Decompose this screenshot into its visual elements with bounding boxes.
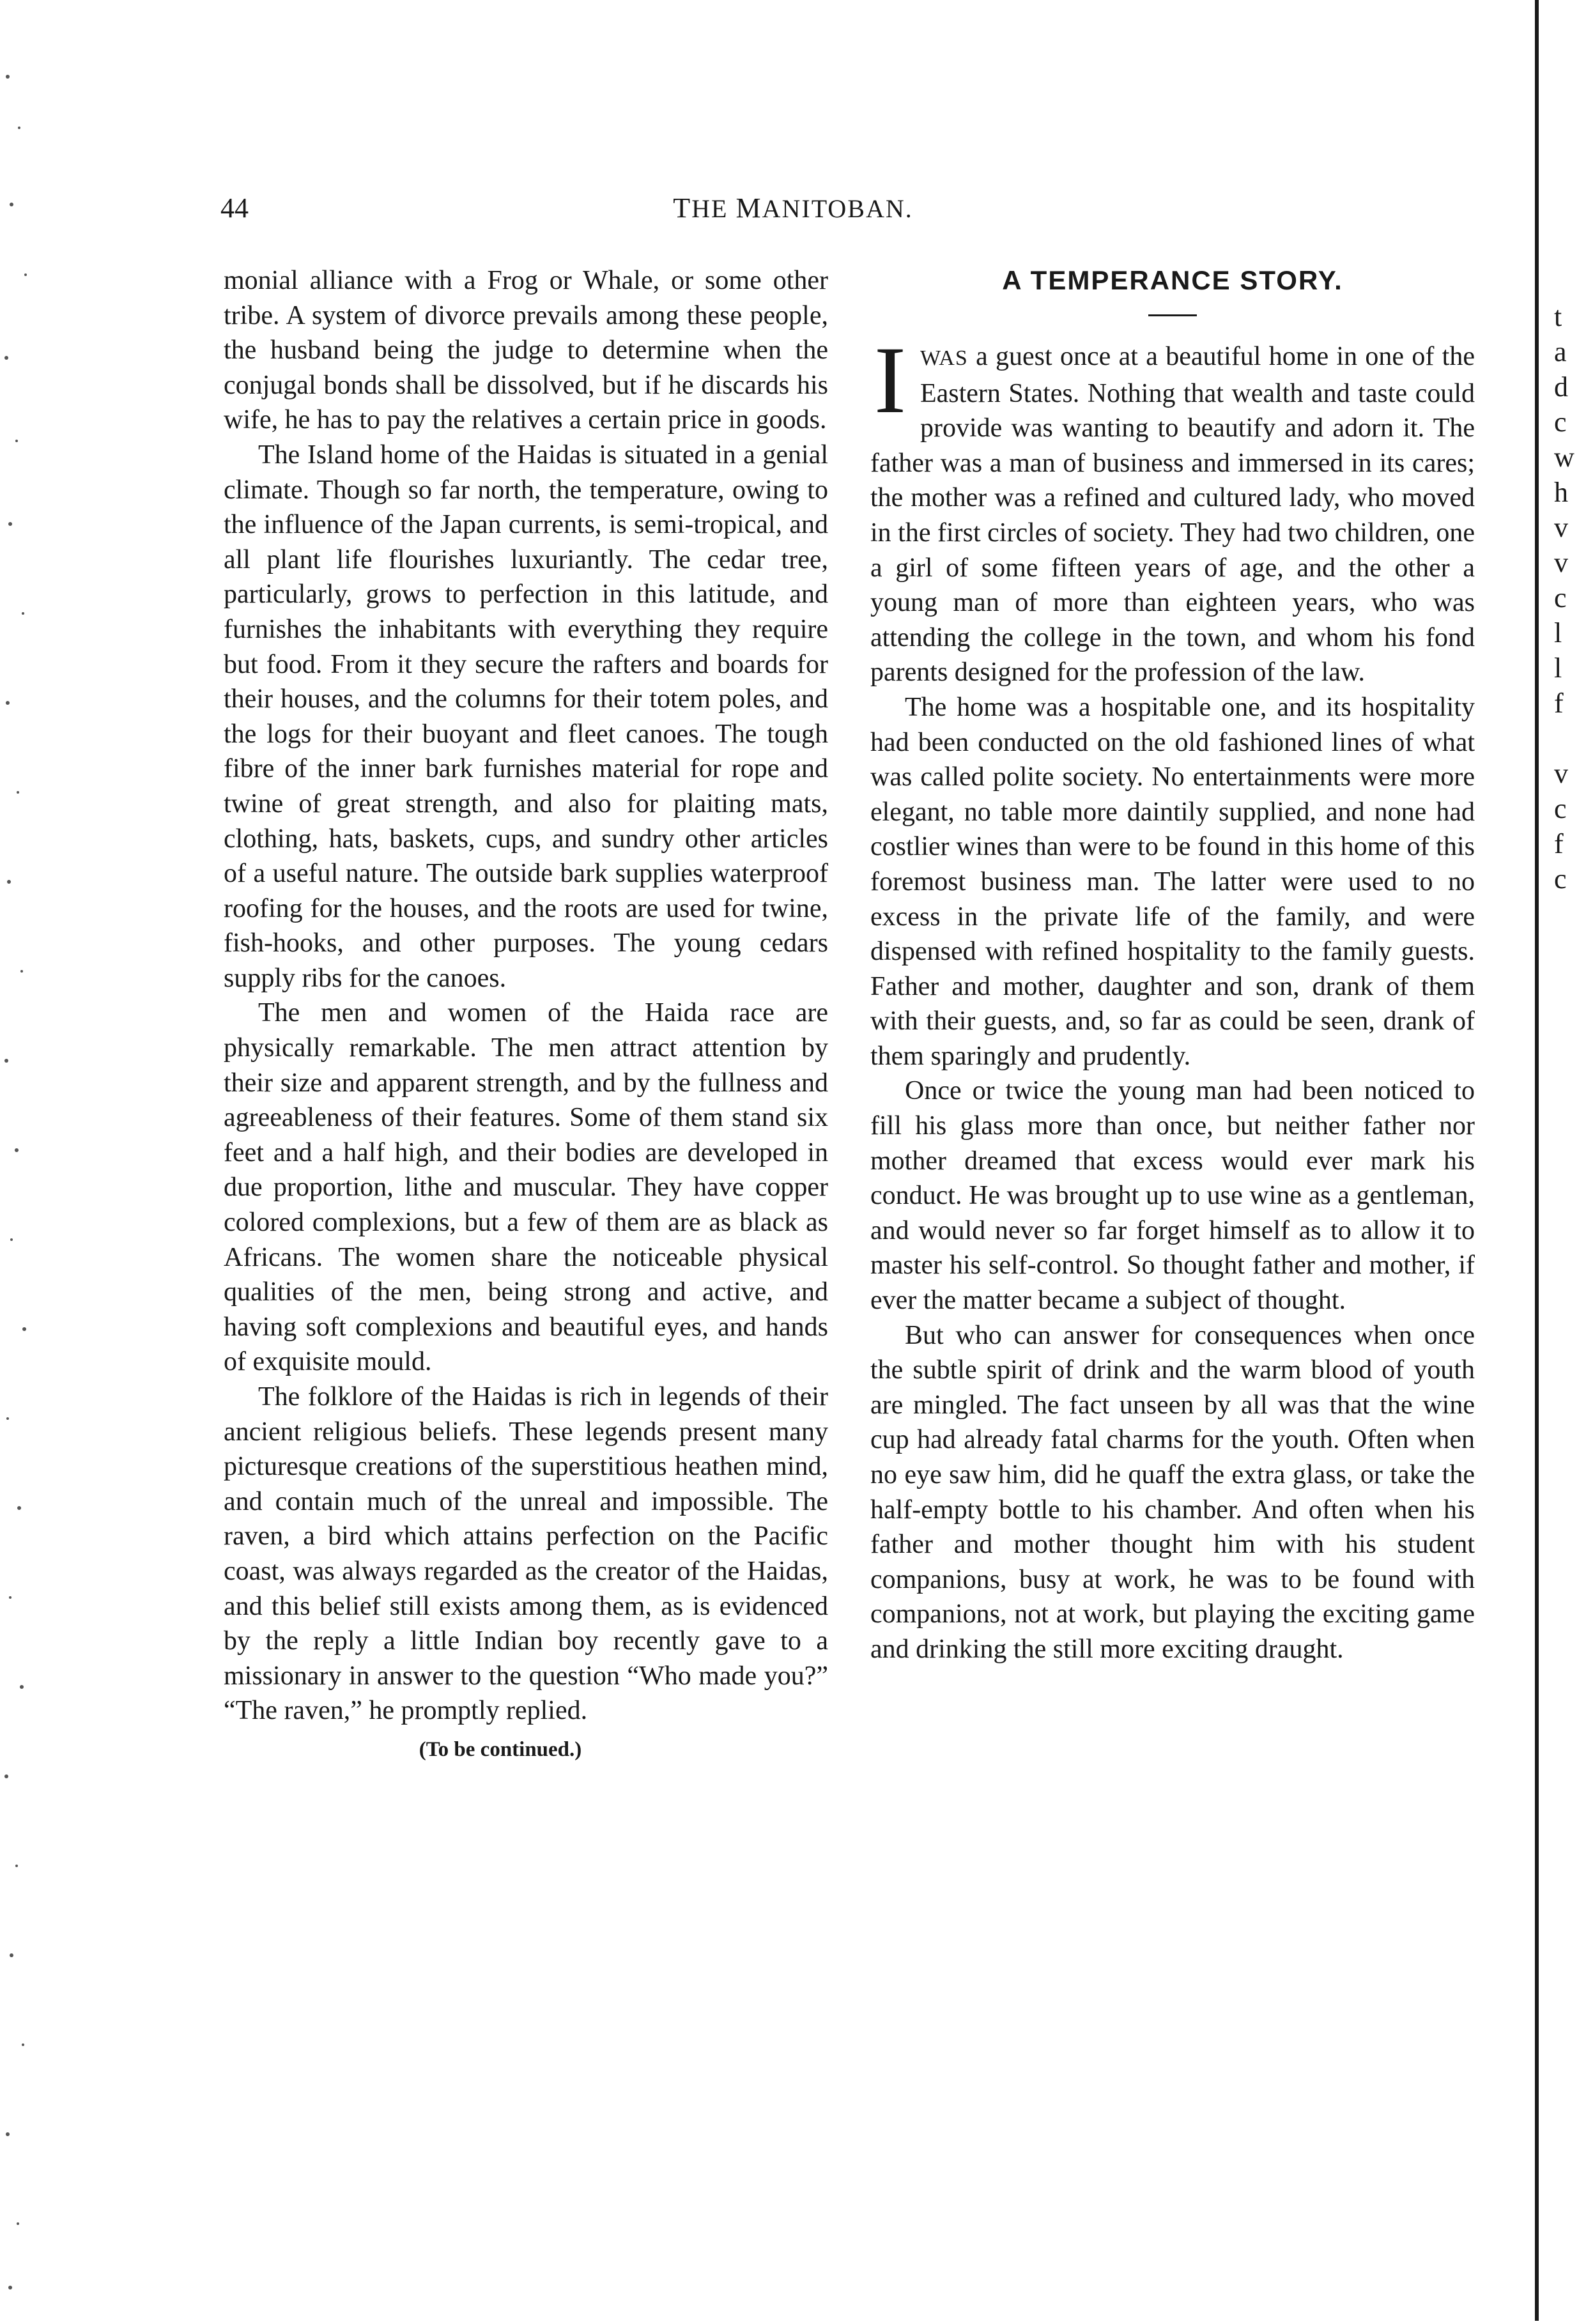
- edge-letter: c: [1554, 863, 1567, 895]
- opening-text: a guest once at a beautiful home in one of the Eastern States. Nothing that wealth and taste could provide was wanting to beautify and adorn it. The father was a man of business and immersed in its cares; the mother was a refined and cultured lady, who moved in the first circles of society. They had two children, one a girl of some fifteen years of age, and the other a young man of more than eighteen years, who was attending the college in the town, and whom his fond parents designed for the profession of the law.: [870, 342, 1475, 688]
- right-paragraph: The home was a hospitable one, and its hospitality had been conducted on the old fashioned lines of what was called polite society. No entertainments were more elegant, no table more daintily supplied, and none had costlier wines than were to be found in this home of this foremost business man. The latter were used to no excess in the private life of the family, and were dispensed with refined hospitality to the family guests. Father and mother, daughter and son, drank of them with their guests, and, so far as could be seen, drank of them sparingly and prudently.: [870, 692, 1475, 1071]
- drop-cap: I: [874, 327, 906, 433]
- page-number: 44: [220, 192, 249, 224]
- edge-letter: d: [1554, 371, 1568, 403]
- edge-letter: v: [1554, 547, 1568, 578]
- continued-note: (To be continued.): [419, 1737, 582, 1761]
- edge-letter: t: [1554, 301, 1562, 332]
- edge-letter: c: [1554, 582, 1567, 613]
- edge-letter: w: [1554, 442, 1574, 473]
- margin-specks: [0, 0, 45, 2321]
- left-paragraph: monial alliance with a Frog or Whale, or some other tribe. A system of divorce prevails among these people, the husband being the judge to determine when the conjugal bonds shall be dissolved, but if he discards his wife, he has to pay the relatives a certain price in goods.: [224, 266, 828, 435]
- running-title-m: M: [735, 192, 762, 224]
- edge-letter: c: [1554, 793, 1567, 824]
- edge-letter: f: [1554, 688, 1564, 719]
- edge-letter: f: [1554, 828, 1564, 859]
- running-title-he: HE: [691, 194, 736, 223]
- opening-paragraph: [870, 327, 1475, 690]
- edge-letter: a: [1554, 336, 1567, 367]
- article-title: A TEMPERANCE STORY.: [1002, 265, 1343, 295]
- edge-letter: l: [1554, 617, 1562, 649]
- edge-letter: h: [1554, 477, 1568, 508]
- left-paragraph: The men and women of the Haida race are physically remarkable. The men attract attention by their size and apparent strength, and by the fullness and agreeableness of their features. Some of them stand six feet and a half high, and their bodies are developed in due proportion, lithe and muscular. They have copper colored complexions, but a few of them are as black as Africans. The women share the noticeable physical qualities of the men, being strong and active, and having soft complexions and beautiful eyes, and hands of exquisite mould.: [224, 998, 828, 1377]
- next-page-edge: [1509, 0, 1586, 2321]
- page-edge-line: [1535, 0, 1539, 2321]
- right-paragraph: Once or twice the young man had been noticed to fill his glass more than once, but neither father nor mother dreamed that excess would ever mark his conduct. He was brought up to use wine as a gentleman, and would never so far forget himself as to allow it to master his self-control. So thought father and mother, if ever the matter became a subject of thought.: [870, 1076, 1475, 1316]
- opening-smallcaps: WAS: [920, 346, 968, 370]
- running-title-t: T: [673, 192, 692, 224]
- edge-letter: l: [1554, 652, 1562, 684]
- left-paragraph: The folklore of the Haidas is rich in legends of their ancient religious beliefs. These legends present many picturesque creations of the superstitious heathen mind, and contain much of the unreal and impossible. The raven, a bird which attains perfection on the Pacific coast, was always regarded as the creator of the Haidas, and this belief still exists among them, as is evidenced by the reply a little Indian boy recently gave to a missionary in answer to the question “Who made you?” “The raven,” he promptly replied.: [224, 1382, 828, 1726]
- running-title-anitoban: ANITOBAN.: [762, 194, 913, 223]
- right-paragraph: But who can answer for consequences when once the subtle spirit of drink and the warm blood of youth are mingled. The fact unseen by all was that the wine cup had already fatal charms for the youth. Often when no eye saw him, did he quaff the extra glass, or take the half-empty bottle to his chamber. And often when his father and mother thought him with his student companions, busy at work, he was to be found with companions, not at work, but playing the exciting game and drinking the still more exciting draught.: [870, 1320, 1475, 1664]
- right-column: [870, 263, 1475, 1667]
- left-column: [224, 263, 828, 1767]
- edge-letter: c: [1554, 406, 1567, 438]
- left-margin-bleed: [0, 0, 45, 2321]
- edge-letter: v: [1554, 512, 1568, 543]
- running-title: [0, 192, 1586, 224]
- edge-letter: v: [1554, 758, 1568, 789]
- left-paragraph: The Island home of the Haidas is situated in a genial climate. Though so far north, the temperature, owing to the influence of the Japan currents, is semi-tropical, and all plant life flourishes luxuriantly. The cedar tree, particularly, grows to perfection in this latitude, and furnishes the inhabitants with everything they require but food. From it they secure the rafters and boards for their houses, and the columns for their totem poles, and the logs for their buoyant and fleet canoes. The tough fibre of the inner bark furnishes material for rope and twine of great strength, and also for plaiting mats, clothing, hats, baskets, cups, and sundry other articles of a useful nature. The outside bark supplies waterproof roofing for the houses, and the roots are used for twine, fish-hooks, and other purposes. The young cedars supply ribs for the canoes.: [224, 440, 828, 993]
- title-rule: [1148, 314, 1197, 316]
